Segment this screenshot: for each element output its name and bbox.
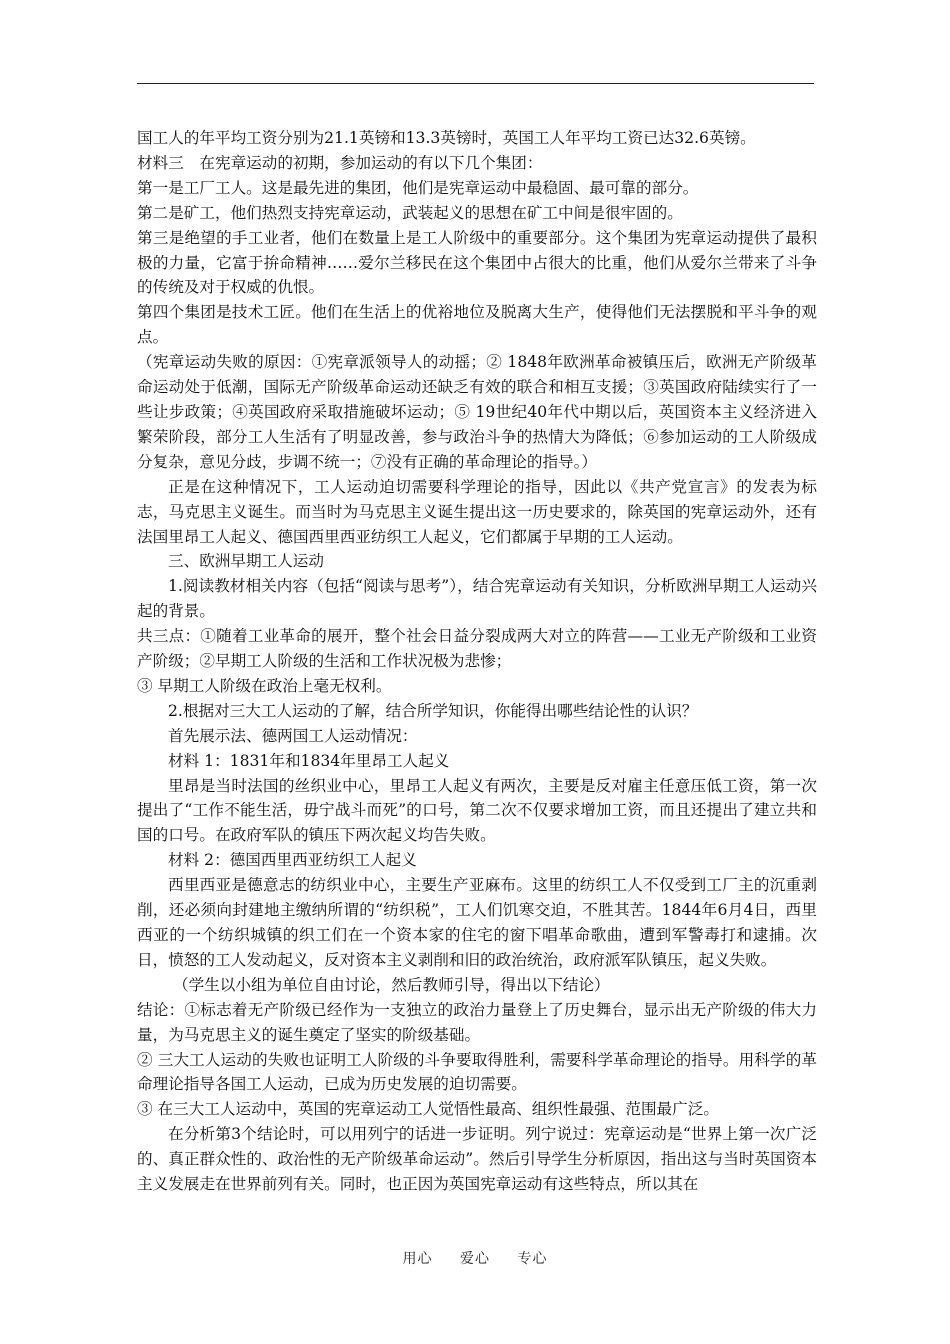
page-footer <box>0 1248 950 1268</box>
paragraph: 材料三 在宪章运动的初期，参加运动的有以下几个集团： <box>137 153 543 172</box>
section-heading: 三、欧洲早期工人运动 <box>168 552 324 571</box>
paragraph: 第二是矿工，他们热烈支持宪章运动，武装起义的思想在矿工中间是很牢固的。 <box>137 203 683 222</box>
paragraph: 共三点：①随着工业革命的展开，整个社会日益分裂成两大对立的阵营——工业无产阶级和工业资产阶级；②早期工人阶级的生活和工作状况极为悲惨； <box>137 627 817 671</box>
header-rule <box>137 83 814 84</box>
paragraph: 正是在这种情况下，工人运动迫切需要科学理论的指导，因此以《共产党宣言》的发表为标志，马克思主义诞生。而当时为马克思主义诞生提出这一历史要求的，除英国的宪章运动外，还有法国里昂工人起义、德国西里西亚纺织工人起义，它们都属于早期的工人运动。 <box>137 477 817 546</box>
footer-word: 用心 <box>402 1251 433 1267</box>
paragraph: 首先展示法、德两国工人运动情况： <box>168 726 418 745</box>
document-body <box>137 126 817 1197</box>
paragraph: 第一是工厂工人。这是最先进的集团，他们是宪章运动中最稳固、最可靠的部分。 <box>137 178 699 197</box>
material-heading: 材料 2：德国西里西亚纺织工人起义 <box>168 851 417 870</box>
paragraph: 国工人的年平均工资分别为21.1英镑和13.3英镑时，英国工人年平均工资已达32.6英镑。 <box>137 129 756 147</box>
paragraph: 西里西亚是德意志的纺织业中心，主要生产亚麻布。这里的纺织工人不仅受到工厂主的沉重剥削，还必须向封建地主缴纳所谓的“纺织税”，工人们饥寒交迫，不胜其苦。1844年6月4日，西里西亚的一个纺织城镇的织工们在一个资本家的住宅的窗下唱革命歌曲，遭到军警毒打和逮捕。次日，愤怒的工人发动起义，反对资本主义剥削和旧的政治统治，政府派军队镇压，起义失败。 <box>137 876 817 969</box>
paragraph: ③ 早期工人阶级在政治上毫无权利。 <box>137 676 392 695</box>
paragraph: （学生以小组为单位自由讨论，然后教师引导，得出以下结论） <box>173 975 610 994</box>
paragraph: （宪章运动失败的原因：①宪章派领导人的动摇；② 1848年欧洲革命被镇压后，欧洲无产阶级革命运动处于低潮，国际无产阶级革命运动还缺乏有效的联合和相互支援；③英国政府陆续实行了一些让步政策；④英国政府采取措施破坏运动；⑤ 19世纪40年代中期以后，英国资本主义经济进入繁荣阶段，部分工人生活有了明显改善，参与政治斗争的热情大为降低；⑥参加运动的工人阶级成分复杂，意见分歧，步调不统一；⑦没有正确的革命理论的指导。） <box>137 353 817 471</box>
footer-word: 爱心 <box>460 1251 490 1267</box>
footer-word: 专心 <box>517 1251 548 1267</box>
paragraph: 2.根据对三大工人运动的了解，结合所学知识，你能得出哪些结论性的认识？ <box>168 701 698 720</box>
paragraph: ② 三大工人运动的失败也证明工人阶级的斗争要取得胜利，需要科学革命理论的指导。用科学的革命理论指导各国工人运动，已成为历史发展的迫切需要。 <box>137 1050 817 1094</box>
material-heading: 材料 1：1831年和1834年里昂工人起义 <box>168 751 450 770</box>
paragraph: 1.阅读教材相关内容（包括“阅读与思考”），结合宪章运动有关知识，分析欧洲早期工人运动兴起的背景。 <box>137 577 817 621</box>
paragraph: 第三是绝望的手工业者，他们在数量上是工人阶级中的重要部分。这个集团为宪章运动提供了最积极的力量，它富于拚命精神……爱尔兰移民在这个集团中占很大的比重，他们从爱尔兰带来了斗争的传统及对于权威的仇恨。 <box>137 228 817 297</box>
paragraph: ③ 在三大工人运动中，英国的宪章运动工人觉悟性最高、组织性最强、范围最广泛。 <box>137 1100 719 1119</box>
paragraph: 在分析第3个结论时，可以用列宁的话进一步证明。列宁说过：宪章运动是“世界上第一次广泛的、真正群众性的、政治性的无产阶级革命运动”。然后引导学生分析原因，指出这与当时英国资本主义发展走在世界前列有关。同时，也正因为英国宪章运动有这些特点，所以其在 <box>137 1125 817 1194</box>
paragraph: 第四个集团是技术工匠。他们在生活上的优裕地位及脱离大生产，使得他们无法摆脱和平斗争的观点。 <box>137 303 817 347</box>
paragraph: 里昂是当时法国的丝织业中心，里昂工人起义有两次，主要是反对雇主任意压低工资，第一次提出了“工作不能生活，毋宁战斗而死”的口号，第二次不仅要求增加工资，而且还提出了建立共和国的口号。在政府军队的镇压下两次起义均告失败。 <box>137 776 817 845</box>
paragraph: 结论：①标志着无产阶级已经作为一支独立的政治力量登上了历史舞台，显示出无产阶级的伟大力量，为马克思主义的诞生奠定了坚实的阶级基础。 <box>137 1000 817 1044</box>
